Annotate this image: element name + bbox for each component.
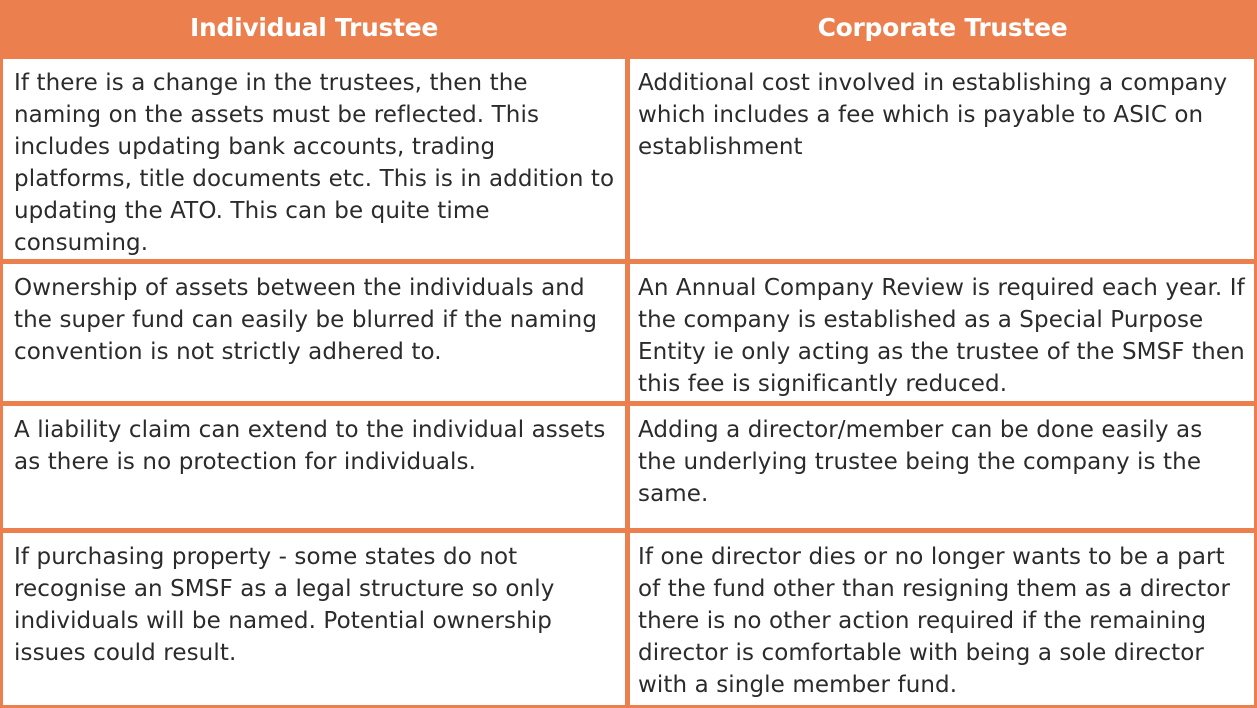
table-cell-individual: A liability claim can extend to the individual assets as there is no protection for individuals. <box>3 406 625 528</box>
table-cell-individual: If purchasing property - some states do not recognise an SMSF as a legal structure so only individuals will be named. Potential ownership issues could result. <box>3 533 625 705</box>
header-corporate-trustee: Corporate Trustee <box>817 13 1068 42</box>
table-cell-corporate: Adding a director/member can be done easily as the underlying trustee being the company is the same. <box>630 406 1254 528</box>
table-header-row <box>0 0 1257 57</box>
table-cell-individual: Ownership of assets between the individuals and the super fund can easily be blurred if the naming convention is not strictly adhered to. <box>3 264 625 401</box>
table-cell-corporate: If one director dies or no longer wants to be a part of the fund other than resigning them as a director there is no other action required if the remaining director is comfortable with being a sole director with a single member fund. <box>630 533 1254 705</box>
table-cell-corporate: An Annual Company Review is required each year. If the company is established as a Special Purpose Entity ie only acting as the trustee of the SMSF then this fee is significantly reduced. <box>630 264 1254 401</box>
table-cell-corporate: Additional cost involved in establishing a company which includes a fee which is payable to ASIC on establishment <box>630 59 1254 259</box>
header-individual-trustee: Individual Trustee <box>189 13 439 42</box>
table-cell-individual: If there is a change in the trustees, then the naming on the assets must be reflected. This includes updating bank accounts, trading platforms, title documents etc. This is in addition to updating the ATO. This can be quite time consuming. <box>3 59 625 259</box>
